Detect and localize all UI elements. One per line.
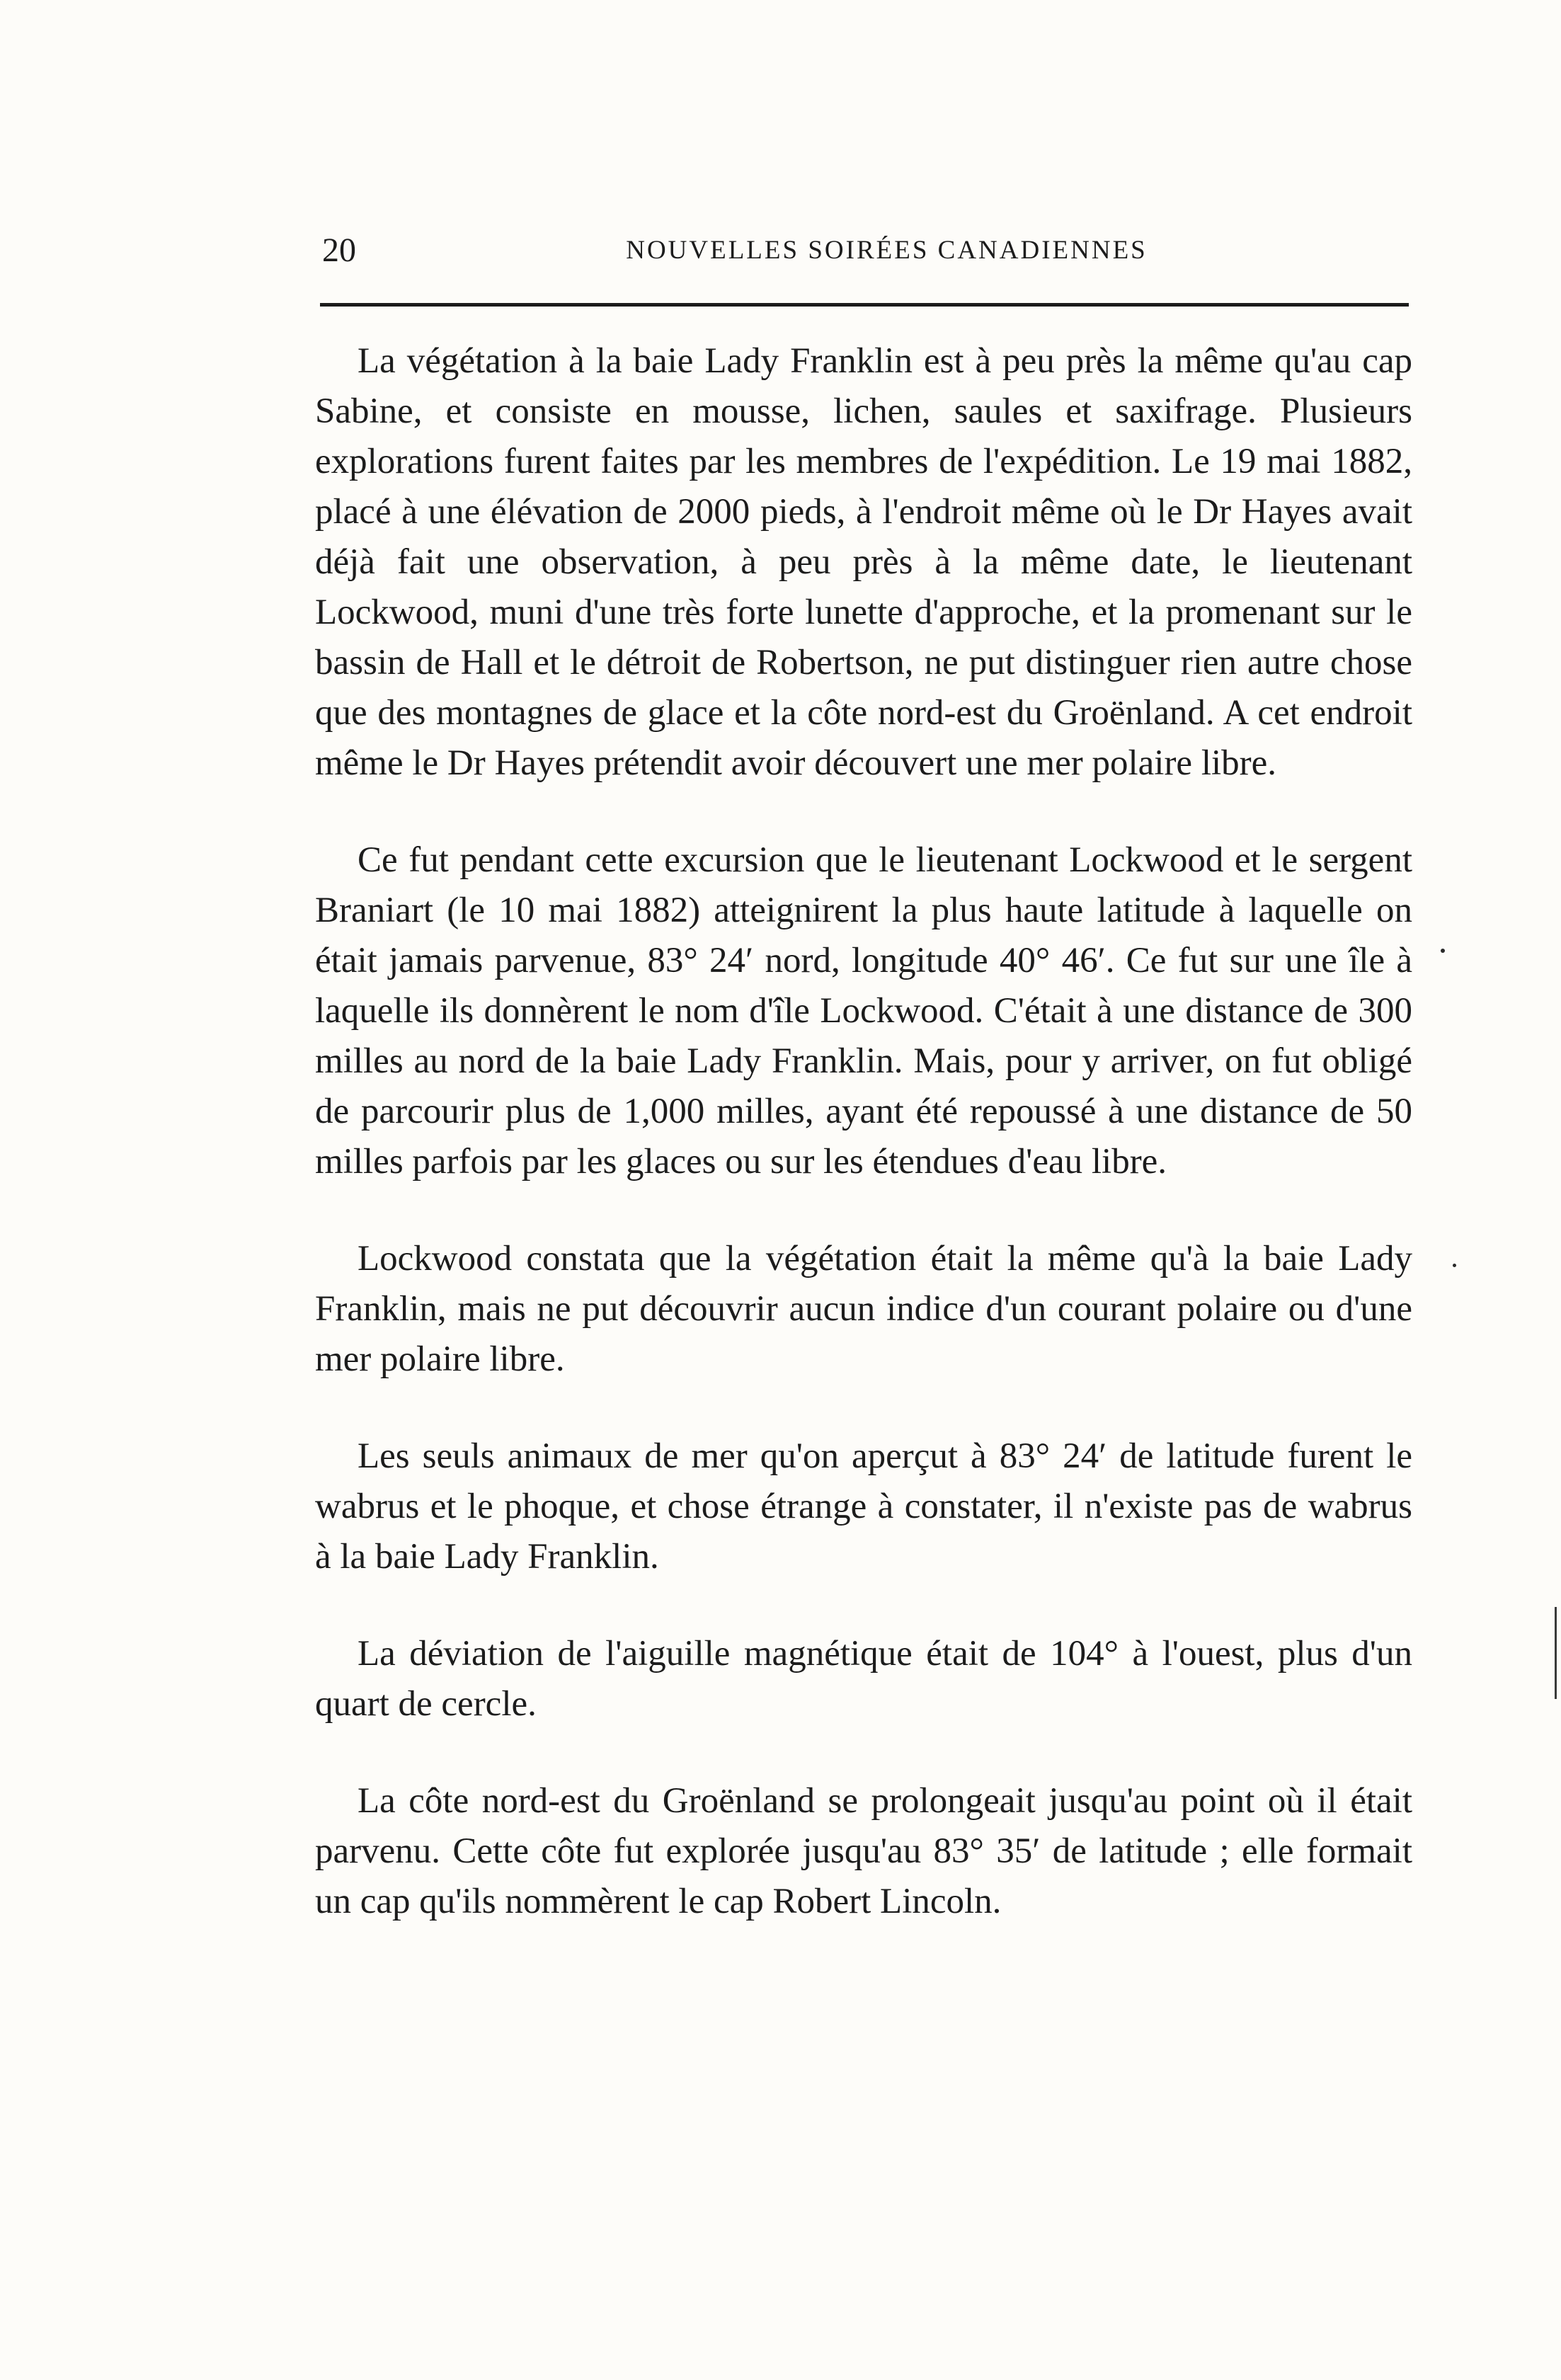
paragraph-5: La déviation de l'aiguille magnétique était de 104° à l'ouest, plus d'un quart de cercle.	[315, 1634, 1412, 1724]
page-header	[322, 225, 1409, 276]
body-text	[315, 336, 1412, 1974]
paragraph-4: Les seuls animaux de mer qu'on aperçut à 83° 24′ de latitude furent le wabrus et le phoque, et chose étrange à constater, il n'existe pas de wabrus à la baie Lady Franklin.	[315, 1436, 1412, 1577]
paragraph-1: La végétation à la baie Lady Franklin est à peu près la même qu'au cap Sabine, et consiste en mousse, lichen, saules et saxifrage. Plusieurs explorations furent faites par les membres de l'expédition. Le 19 mai 1882, placé à une élévation de 2000 pieds, à l'endroit même où le Dr Hayes avait déjà fait une observation, à peu près à la même date, le lieutenant Lockwood, muni d'une très forte lunette d'approche, et la promenant sur le bassin de Hall et le détroit de Robertson, ne put distinguer rien autre chose que des montagnes de glace et la côte nord-est du Groënland. A cet endroit même le Dr Hayes prétendit avoir découvert une mer polaire libre.	[315, 341, 1412, 783]
paragraph-6: La côte nord-est du Groënland se prolongeait jusqu'au point où il était parvenu. Cette côte fut explorée jusqu'au 83° 35′ de latitude ; elle formait un cap qu'ils nommèrent le cap Robert Lincoln.	[315, 1781, 1412, 1921]
page-number: 20	[322, 231, 356, 269]
running-title: NOUVELLES SOIRÉES CANADIENNES	[626, 236, 1148, 265]
ink-speck	[1453, 1264, 1456, 1267]
header-rule	[320, 303, 1409, 307]
paragraph-2: Ce fut pendant cette excursion que le lieutenant Lockwood et le sergent Braniart (le 10 mai 1882) atteignirent la plus haute latitude à laquelle on était jamais parvenue, 83° 24′ nord, longitude 40° 46′. Ce fut sur une île à laquelle ils donnèrent le nom d'île Lockwood. C'était à une distance de 300 milles au nord de la baie Lady Franklin. Mais, pour y arriver, on fut obligé de parcourir plus de 1,000 milles, ayant été repoussé à une distance de 50 milles parfois par les glaces ou sur les étendues d'eau libre.	[315, 840, 1412, 1182]
paragraph-3: Lockwood constata que la végétation était la même qu'à la baie Lady Franklin, mais ne put découvrir aucun indice d'un courant polaire ou d'une mer polaire libre.	[315, 1239, 1412, 1379]
ink-speck	[1441, 949, 1445, 953]
page-edge-mark	[1555, 1607, 1557, 1699]
